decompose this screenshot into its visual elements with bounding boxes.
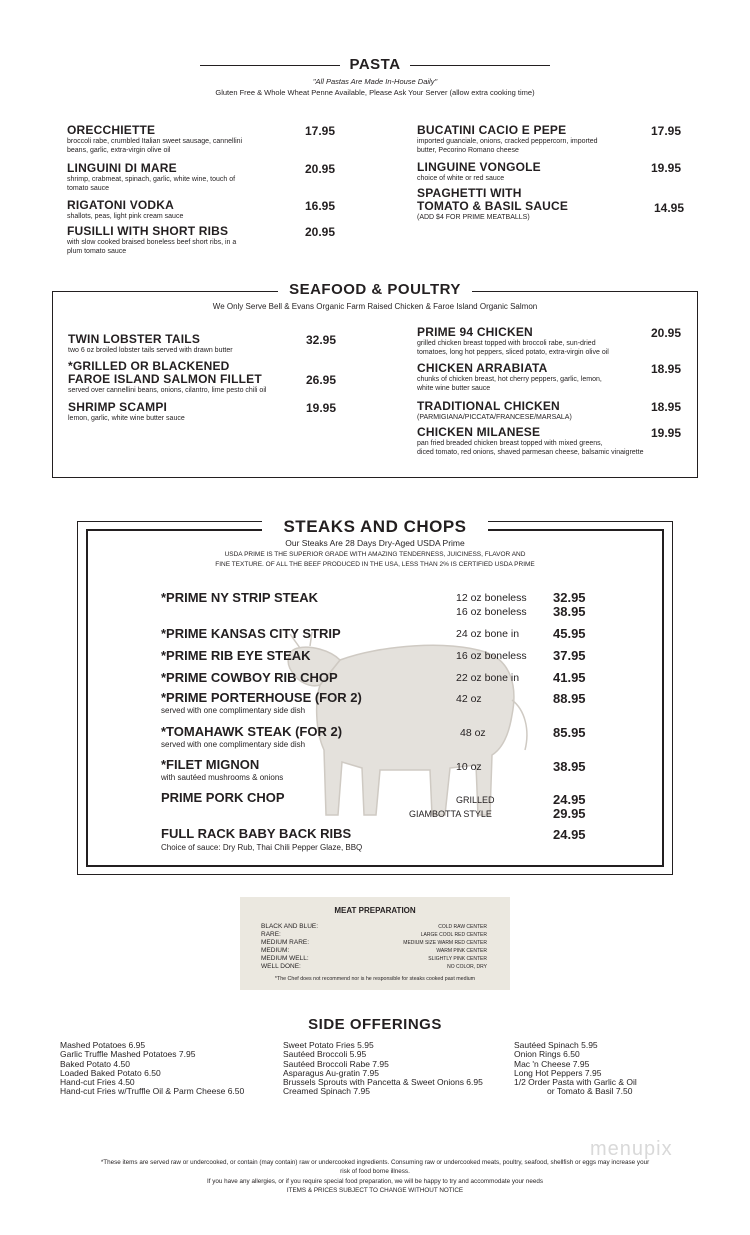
item-price: 18.95 (651, 400, 682, 414)
item-name: PRIME 94 CHICKEN (417, 325, 533, 339)
item-description: two 6 oz broiled lobster tails served with drawn butter (68, 347, 233, 354)
side-item: Loaded Baked Potato 6.50 (60, 1067, 161, 1078)
item-description: diced tomato, red onions, shaved parmesan cheese, balsamic vinaigrette (417, 449, 644, 456)
steaks-title: STEAKS AND CHOPS (283, 517, 467, 536)
side-item: Sautéed Broccoli Rabe 7.95 (283, 1058, 389, 1069)
meat-prep-value: LARGE COOL RED CENTER (420, 932, 487, 938)
steak-name: PRIME PORK CHOP (161, 790, 285, 805)
item-name: FUSILLI WITH SHORT RIBS (67, 224, 229, 238)
steak-size: GIAMBOTTA STYLE (409, 809, 492, 819)
steak-price: 32.95 (553, 590, 586, 605)
item-description: with slow cooked braised boneless beef short ribs, in a (67, 239, 237, 246)
side-item: Sweet Potato Fries 5.95 (283, 1040, 374, 1050)
item-description: chunks of chicken breast, hot cherry peppers, garlic, lemon, (417, 376, 602, 383)
pasta-note: Gluten Free & Whole Wheat Penne Available, Please Ask Your Server (allow extra cooking time) (215, 88, 535, 97)
pasta-item (67, 162, 342, 193)
steak-size: GRILLED (456, 795, 495, 805)
item-name: LINGUINI DI MARE (67, 161, 177, 175)
item-name: CHICKEN MILANESE (417, 425, 541, 439)
item-price: 18.95 (651, 362, 682, 376)
steak-name: *PRIME NY STRIP STEAK (161, 590, 318, 605)
side-item: Hand-cut Fries w/Truffle Oil & Parm Cheese 6.50 (60, 1086, 245, 1097)
seafood-item (417, 426, 687, 457)
pasta-rule-left (200, 65, 340, 66)
watermark-logo: menupix (590, 1138, 673, 1160)
meat-prep-note: *The Chef does not recommend nor is he responsible for steaks cooked past medium (274, 976, 476, 982)
item-name: FAROE ISLAND SALMON FILLET (68, 372, 262, 386)
item-name: *GRILLED OR BLACKENED (68, 359, 230, 373)
steak-price: 38.95 (553, 604, 586, 619)
sides-column-3 (514, 1041, 637, 1097)
item-description: beans, garlic, extra-virgin olive oil (67, 147, 171, 154)
pasta-item (417, 161, 647, 183)
steak-name: FULL RACK BABY BACK RIBS (161, 826, 352, 841)
item-description: shallots, peas, light pink cream sauce (67, 213, 184, 220)
steak-name: *TOMAHAWK STEAK (FOR 2) (161, 724, 343, 739)
meat-prep-value: MEDIUM SIZE WARM RED CENTER (403, 940, 487, 946)
item-price: 20.95 (651, 326, 682, 340)
steak-name: *PRIME KANSAS CITY STRIP (161, 626, 341, 641)
item-name: TOMATO & BASIL SAUCE (417, 199, 569, 213)
side-item: Long Hot Peppers 7.95 (514, 1067, 602, 1078)
item-name: SHRIMP SCAMPI (68, 400, 168, 414)
item-price: 17.95 (305, 124, 336, 138)
item-description: shrimp, crabmeat, spinach, garlic, white wine, touch of (67, 176, 236, 183)
meat-prep-label: BLACK AND BLUE: (261, 923, 319, 930)
sides-column-1 (60, 1041, 244, 1097)
steaks-note-line1: USDA PRIME IS THE SUPERIOR GRADE WITH AMAZING TENDERNESS, JUICINESS, FLAVOR AND (224, 551, 526, 558)
side-item: Sautéed Broccoli 5.95 (283, 1049, 367, 1060)
item-price: 19.95 (306, 401, 337, 415)
item-price: 32.95 (306, 333, 337, 347)
item-name: SPAGHETTI WITH (417, 186, 522, 200)
steak-size: 48 oz (460, 727, 486, 739)
steak-name: *PRIME COWBOY RIB CHOP (161, 670, 338, 685)
side-item: Asparagus Au-gratin 7.95 (283, 1067, 379, 1078)
seafood-subtitle: We Only Serve Bell & Evans Organic Farm Raised Chicken & Faroe Island Organic Salmon (212, 302, 538, 311)
side-item: or Tomato & Basil 7.50 (514, 1086, 633, 1097)
steak-price: 38.95 (553, 759, 586, 774)
steaks-note-line2: FINE TEXTURE. OF ALL THE BEEF PRODUCED IN THE USA, LESS THAN 2% IS CERTIFIED USDA PRIME (215, 561, 535, 568)
item-price: 14.95 (654, 201, 685, 215)
item-name: LINGUINE VONGOLE (417, 160, 541, 174)
steak-price: 85.95 (553, 725, 586, 740)
seafood-rule-right (472, 291, 698, 292)
side-item: Garlic Truffle Mashed Potatoes 7.95 (60, 1049, 196, 1060)
side-item: Baked Potato 4.50 (60, 1058, 130, 1069)
meat-prep-title: MEAT PREPARATION (334, 906, 416, 915)
sides-title: SIDE OFFERINGS (308, 1016, 442, 1033)
steak-name: *PRIME PORTERHOUSE (FOR 2) (161, 690, 362, 705)
steak-size: 12 oz boneless (456, 592, 527, 604)
item-description: white wine butter sauce (417, 385, 491, 392)
steak-size: 10 oz (456, 761, 482, 773)
steak-price: 24.95 (553, 827, 586, 842)
steak-size: 16 oz boneless (456, 650, 527, 662)
item-description: tomato sauce (67, 185, 110, 192)
pasta-item (417, 124, 647, 155)
seafood-item (417, 362, 647, 393)
meat-prep-value: COLD RAW CENTER (438, 924, 487, 930)
item-description: (PARMIGIANA/PICCATA/FRANCESE/MARSALA) (417, 414, 572, 421)
steak-price: 37.95 (553, 648, 586, 663)
side-item: Mashed Potatoes 6.95 (60, 1040, 146, 1050)
item-name: BUCATINI CACIO E PEPE (417, 123, 567, 137)
item-description: pan fried breaded chicken breast topped with mixed greens, (417, 440, 603, 447)
steak-description: Choice of sauce: Dry Rub, Thai Chili Pepper Glaze, BBQ (161, 843, 363, 852)
item-price: 26.95 (306, 373, 337, 387)
meat-prep-value: SLIGHTLY PINK CENTER (428, 956, 487, 962)
pasta-item (417, 187, 647, 222)
side-item: Brussels Sprouts with Pancetta & Sweet Onions 6.95 (283, 1077, 483, 1088)
meat-prep-label: MEDIUM RARE: (261, 939, 310, 946)
side-item: Hand-cut Fries 4.50 (60, 1077, 135, 1088)
item-price: 16.95 (305, 199, 336, 213)
pasta-item (67, 124, 342, 155)
item-description: (ADD $4 FOR PRIME MEATBALLS) (417, 214, 530, 221)
meat-prep-label: MEDIUM: (261, 947, 290, 954)
seafood-rule-left (52, 291, 278, 292)
item-name: ORECCHIETTE (67, 123, 156, 137)
steak-size: 16 oz boneless (456, 606, 527, 618)
steak-price: 45.95 (553, 626, 586, 641)
footer-disclaimer: risk of food borne illness. (340, 1168, 410, 1175)
seafood-item (68, 401, 338, 423)
side-item: Onion Rings 6.50 (514, 1049, 580, 1060)
steak-price: 29.95 (553, 806, 586, 821)
item-name: RIGATONI VODKA (67, 198, 175, 212)
pasta-item (67, 199, 342, 221)
item-price: 19.95 (651, 426, 682, 440)
item-price: 20.95 (305, 225, 336, 239)
item-description: imported guanciale, onions, cracked peppercorn, imported (417, 138, 598, 145)
item-description: grilled chicken breast topped with broccoli rabe, sun-dried (417, 340, 596, 347)
side-item: Sautéed Spinach 5.95 (514, 1040, 598, 1050)
item-price: 17.95 (651, 124, 682, 138)
steak-description: served with one complimentary side dish (161, 740, 306, 749)
meat-prep-value: NO COLOR, DRY (447, 964, 487, 970)
steak-price: 24.95 (553, 792, 586, 807)
side-item: Mac 'n Cheese 7.95 (514, 1058, 590, 1069)
steak-price: 88.95 (553, 691, 586, 706)
item-price: 19.95 (651, 161, 682, 175)
meat-prep-label: WELL DONE: (261, 963, 301, 970)
steak-size: 42 oz (456, 693, 482, 705)
pasta-item (67, 225, 342, 256)
meat-prep-panel (240, 897, 510, 990)
pasta-rule-right (410, 65, 550, 66)
seafood-title: SEAFOOD & POULTRY (289, 281, 461, 298)
steak-price: 41.95 (553, 670, 586, 685)
steak-name: *FILET MIGNON (161, 757, 260, 772)
footer-price-note: ITEMS & PRICES SUBJECT TO CHANGE WITHOUT NOTICE (286, 1187, 464, 1194)
steak-size: 24 oz bone in (456, 628, 520, 640)
item-description: tomatoes, long hot peppers, sliced potato, extra-virgin olive oil (417, 349, 609, 356)
steak-description: with sautéed mushrooms & onions (161, 773, 284, 782)
item-name: TWIN LOBSTER TAILS (68, 332, 201, 346)
sides-column-2 (283, 1041, 483, 1097)
meat-prep-label: MEDIUM WELL: (261, 955, 309, 962)
meat-prep-value: WARM PINK CENTER (436, 948, 487, 954)
item-description: choice of white or red sauce (417, 175, 505, 182)
item-description: broccoli rabe, crumbled Italian sweet sausage, cannellini (67, 138, 243, 145)
side-item: Creamed Spinach 7.95 (283, 1086, 370, 1097)
item-description: plum tomato sauce (67, 248, 127, 255)
item-price: 20.95 (305, 162, 336, 176)
footer-allergy-note: If you have any allergies, or if you require special food preparation, we will be happy to try and accommodate your needs (206, 1178, 544, 1185)
steak-name: *PRIME RIB EYE STEAK (161, 648, 311, 663)
meat-prep-label: RARE: (261, 931, 281, 938)
item-name: CHICKEN ARRABIATA (417, 361, 548, 375)
item-description: served over cannellini beans, onions, cilantro, lime pesto chili oil (68, 387, 267, 394)
item-description: lemon, garlic, white wine butter sauce (68, 415, 185, 422)
pasta-title: PASTA (349, 56, 401, 73)
steak-size: 22 oz bone in (456, 672, 520, 684)
side-item: 1/2 Order Pasta with Garlic & Oil (514, 1077, 637, 1088)
footer-disclaimer: *These items are served raw or undercooked, or contain (may contain) raw or undercooked ingredients. Consuming raw or undercooked meats, poultry, seafood, shellfish or eggs may increase your (100, 1159, 650, 1166)
seafood-item (68, 333, 338, 355)
seafood-item (417, 400, 647, 422)
steak-description: served with one complimentary side dish (161, 706, 306, 715)
steaks-subtitle: Our Steaks Are 28 Days Dry-Aged USDA Prime (285, 538, 465, 548)
seafood-item (417, 326, 647, 357)
pasta-subtitle: "All Pastas Are Made In-House Daily" (312, 77, 438, 86)
item-description: butter, Pecorino Romano cheese (417, 147, 519, 154)
item-name: TRADITIONAL CHICKEN (417, 399, 560, 413)
